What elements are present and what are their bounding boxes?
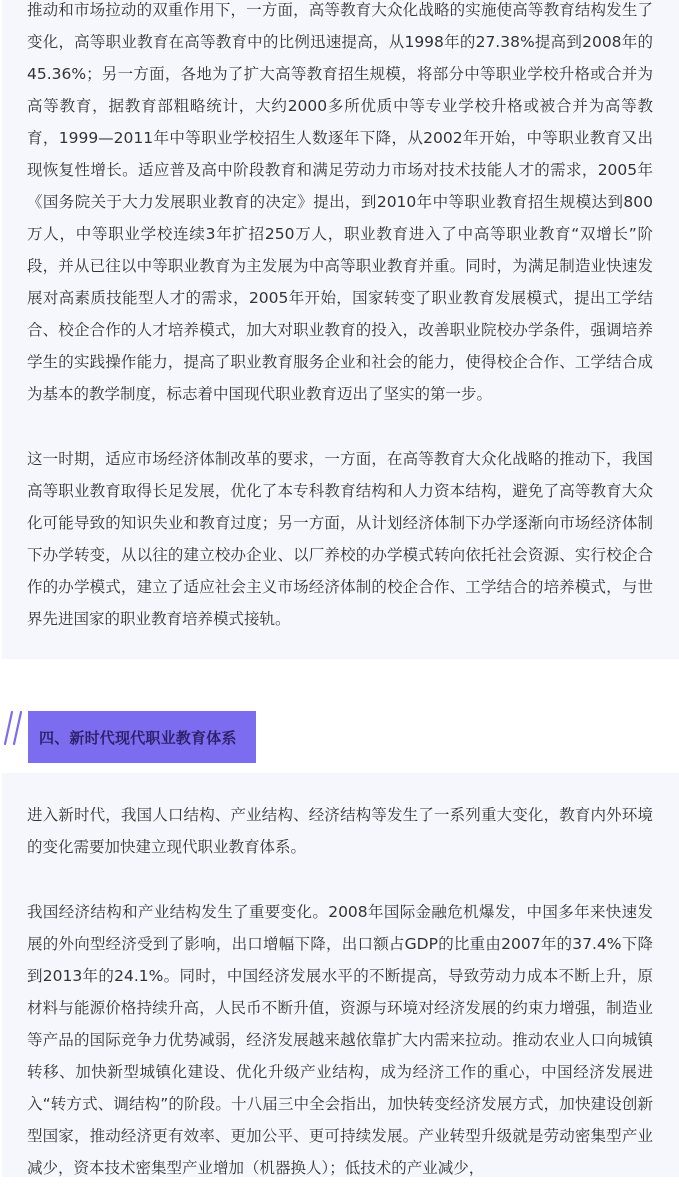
content-card-top: [2, 0, 679, 659]
paragraph: 进入新时代，我国人口结构、产业结构、经济结构等发生了一系列重大变化，教育内外环境的变化需要加快建立现代职业教育体系。: [27, 806, 653, 856]
section-heading: 四、新时代现代职业教育体系: [39, 728, 237, 747]
double-slash-icon: [2, 711, 24, 745]
section-heading-box: [28, 711, 256, 763]
content-card-bottom: [2, 773, 679, 1177]
section-header: [0, 711, 679, 763]
paragraph: 推动和市场拉动的双重作用下，一方面，高等教育大众化战略的实施使高等教育结构发生了变化，高等职业教育在高等教育中的比例迅速提高，从1998年的27.38%提高到2008年的45.36%；另一方面，各地为了扩大高等教育招生规模，将部分中等职业学校升格或合并为高等教育，据教育部粗略统计，大约2000多所优质中等专业学校升格或被合并为高等教育，1999—2011年中等职业学校招生人数逐年下降，从2002年开始，中等职业教育又出现恢复性增长。适应普及高中阶段教育和满足劳动力市场对技术技能人才的需求，2005年《国务院关于大力发展职业教育的决定》提出，到2010年中等职业教育招生规模达到800万人，中等职业学校连续3年扩招250万人，职业教育进入了中高等职业教育“双增长”阶段，并从已往以中等职业教育为主发展为中高等职业教育并重。同时，为满足制造业快速发展对高素质技能型人才的需求，2005年开始，国家转变了职业教育发展模式，提出工学结合、校企合作的人才培养模式，加大对职业教育的投入，改善职业院校办学条件，强调培养学生的实践操作能力，提高了职业教育服务企业和社会的能力，使得校企合作、工学结合成为基本的教学制度，标志着中国现代职业教育迈出了坚实的第一步。: [27, 1, 653, 403]
paragraph: 我国经济结构和产业结构发生了重要变化。2008年国际金融危机爆发，中国多年来快速发展的外向型经济受到了影响，出口增幅下降，出口额占GDP的比重由2007年的37.4%下降到2013年的24.1%。同时，中国经济发展水平的不断提高，导致劳动力成本不断上升，原材料与能源价格持续升高，人民币不断升值，资源与环境对经济发展的约束力增强，制造业等产品的国际竞争力优势减弱，经济发展越来越依靠扩大内需来拉动。推动农业人口向城镇转移、加快新型城镇化建设、优化升级产业结构，成为经济工作的重心，中国经济发展进入“转方式、调结构”的阶段。十八届三中全会指出，加快转变经济发展方式，加快建设创新型国家，推动经济更有效率、更加公平、更可持续发展。产业转型升级就是劳动密集型产业减少，资本技术密集型产业增加（机器换人）；低技术的产业减少，: [27, 903, 653, 1177]
paragraph: 这一时期，适应市场经济体制改革的要求，一方面，在高等教育大众化战略的推动下，我国高等职业教育取得长足发展，优化了本专科教育结构和人力资本结构，避免了高等教育大众化可能导致的知识失业和教育过度；另一方面，从计划经济体制下办学逐渐向市场经济体制下办学转变，从以往的建立校办企业、以厂养校的办学模式转向依托社会资源、实行校企合作的办学模式，建立了适应社会主义市场经济体制的校企合作、工学结合的培养模式，与世界先进国家的职业教育培养模式接轨。: [27, 450, 653, 628]
